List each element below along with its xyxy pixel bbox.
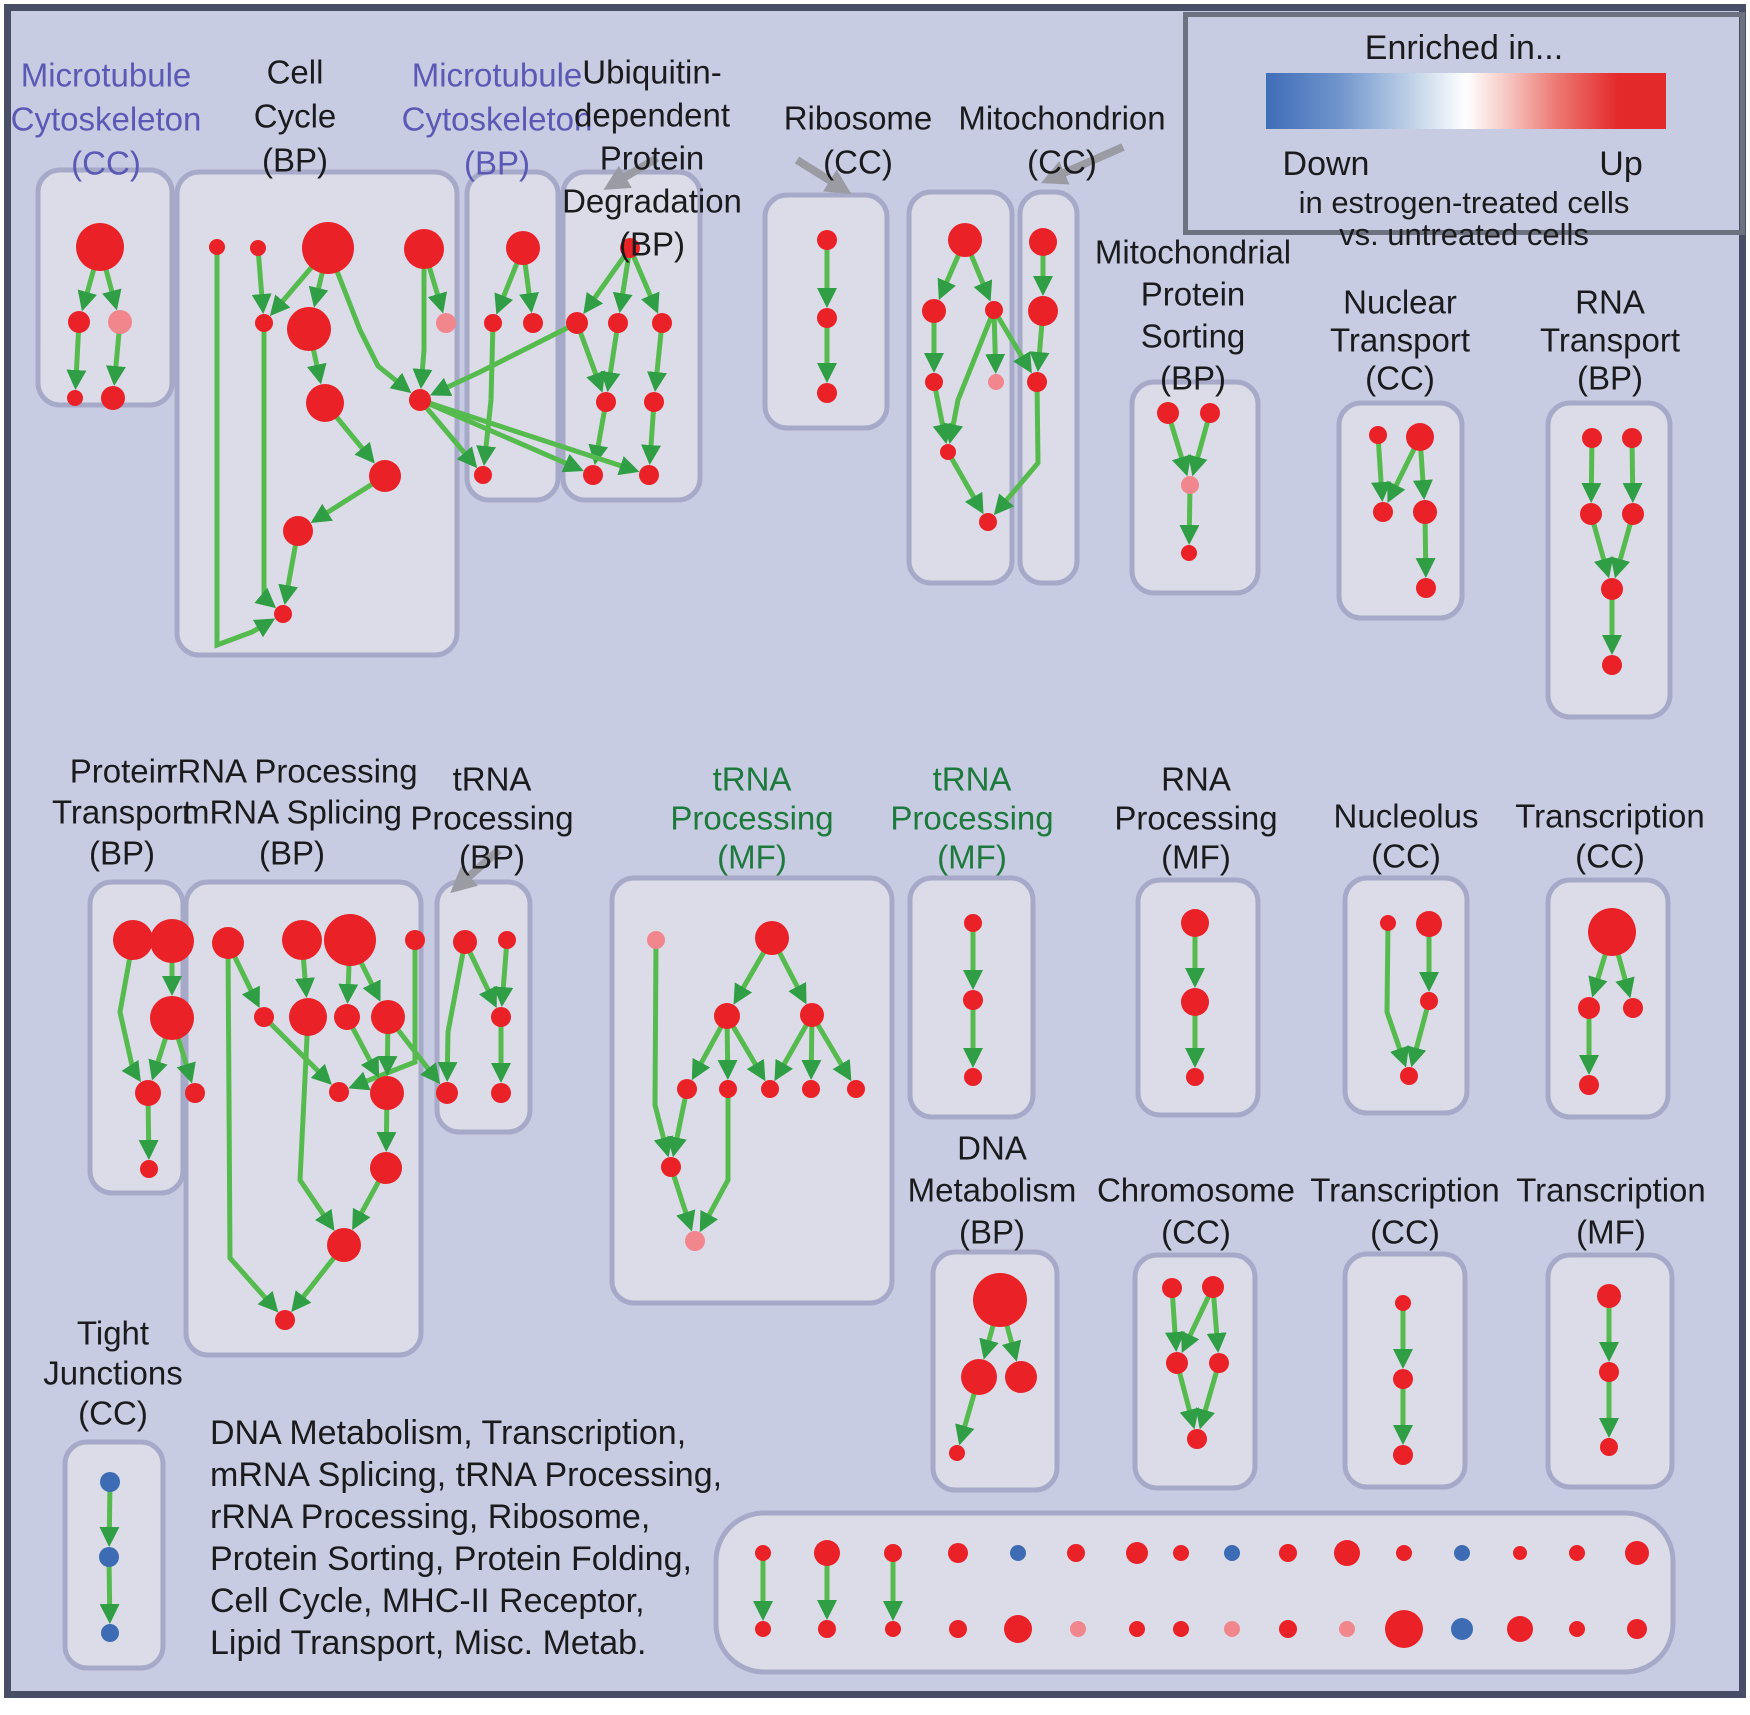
node-trna-bp-mid [491,1007,511,1027]
node-transcription-cc-1-mr [1623,998,1643,1018]
node-microtubule-cc-c [108,310,132,334]
cluster-label-rna-transport-line3: (BP) [1577,359,1643,397]
node-cell-cycle-n7 [436,313,456,333]
cluster-label-rrna-mrna-line1: rRNA Processing [166,752,418,790]
cluster-label-transcription-mf-line2: (MF) [1576,1213,1646,1251]
legend-up-label: Up [1599,145,1643,183]
cluster-label-transcription-cc-2-line1: Transcription [1310,1171,1500,1209]
cluster-label-mito-sorting-line3: Sorting [1140,317,1246,355]
cluster-box-chromosome [1135,1255,1255,1488]
node-microtubule-bp-t [506,231,540,265]
node-mitochondrion-top [1029,228,1057,256]
node-trna-bp-tl [453,930,477,954]
node-misc-box-t12 [1454,1545,1470,1561]
cluster-box-microtubule-bp [467,172,558,500]
cluster-label-tight-junctions-line2: Junctions [43,1354,183,1392]
node-trna-mf-big-r3 [761,1080,779,1098]
cluster-label-rna-processing-mf-line1: RNA [1161,760,1231,798]
node-misc-box-t1 [814,1540,840,1566]
node-chromosome-tl [1162,1278,1182,1298]
node-misc-box-b8 [1224,1621,1240,1637]
node-microtubule-bp-bot [474,466,492,484]
cluster-label-rrna-mrna-line3: (BP) [259,834,325,872]
cluster-label-rna-transport-line2: Transport [1540,321,1680,359]
cluster-label-ubiquitin-a-line5: (BP) [619,225,685,263]
node-protein-transport-bot [140,1160,158,1178]
node-ubiquitin-b-c2 [817,308,837,328]
cluster-label-tight-junctions-line1: Tight [76,1314,150,1352]
node-ubiquitin-a-ml [566,312,588,334]
node-nucleolus-mr [1420,992,1438,1010]
node-rrna-mrna-b [282,920,322,960]
node-nuclear-transport-mr [1413,500,1437,524]
cluster-label-trna-mf-small-line3: (MF) [937,838,1007,876]
misc-category-list [210,1412,722,1664]
cluster-label-nuclear-transport-line1: Nuclear [1343,283,1457,321]
node-microtubule-bp-ml [484,314,502,332]
node-trna-mf-small-c1 [964,914,982,932]
node-rrna-mrna-f [289,998,327,1036]
node-misc-box-b5 [1070,1621,1086,1637]
node-rrna-mrna-k [370,1152,402,1184]
node-rna-transport-mr [1622,503,1644,525]
cluster-label-microtubule-bp-line3: (BP) [464,144,530,182]
node-misc-box-t6 [1126,1542,1148,1564]
node-microtubule-cc-e [101,386,125,410]
cluster-label-rrna-mrna-line2: mRNA Splicing [181,793,403,831]
node-protein-transport-t1 [113,920,153,960]
cluster-label-trna-mf-big-line2: Processing [670,799,834,837]
node-mito-sorting-tr [1200,403,1220,423]
node-misc-box-t5 [1067,1544,1085,1562]
misc-list-line-2: mRNA Splicing, tRNA Processing, [210,1456,723,1494]
node-rna-processing-mf-c2 [1181,988,1209,1016]
cluster-label-cell-cycle-line1: Cell [266,53,324,91]
node-dna-metabolism-ll [961,1359,997,1395]
misc-list-line-3: rRNA Processing, Ribosome, [210,1498,651,1536]
node-transcription-cc-1-ml [1578,997,1600,1019]
cluster-label-cell-cycle-line3: (BP) [262,141,328,179]
node-cell-cycle-n3 [302,222,354,274]
cluster-box-nuclear-transport [1339,403,1462,618]
node-trna-bp-tr [498,931,516,949]
node-trna-mf-big-r4 [802,1080,820,1098]
node-tight-junctions-c1 [100,1472,120,1492]
node-nuclear-transport-ml [1373,502,1393,522]
node-rrna-mrna-j2 [370,1076,404,1110]
node-cell-cycle-n9 [409,389,431,411]
node-nuclear-transport-tr [1406,423,1434,451]
cluster-label-ribosome-line2: (CC) [823,143,893,181]
cluster-label-microtubule-cc-line3: (CC) [71,144,141,182]
node-chromosome-tr [1202,1276,1224,1298]
cluster-label-microtubule-cc-line2: Cytoskeleton [10,100,202,138]
node-tight-junctions-c2 [99,1547,119,1567]
node-rna-transport-tl [1582,428,1602,448]
node-trna-bp-br [491,1083,511,1103]
node-trna-bp-bl [436,1082,458,1104]
node-misc-box-t2 [884,1544,902,1562]
node-cell-cycle-n4 [404,229,444,269]
node-trna-mf-big-low [661,1157,681,1177]
node-protein-transport-mid [150,996,194,1040]
cluster-label-trna-bp-line2: Processing [410,799,574,837]
node-protein-transport-lr [185,1083,205,1103]
node-dna-metabolism-bot [949,1445,965,1461]
node-misc-box-b14 [1569,1621,1585,1637]
node-ubiquitin-a-lr [644,392,664,412]
cluster-label-nuclear-transport-line2: Transport [1330,321,1470,359]
cluster-label-ubiquitin-a-line2: dependent [574,96,730,134]
node-misc-box-b4 [1004,1615,1032,1643]
node-rrna-mrna-m [275,1310,295,1330]
node-cell-cycle-n2 [250,240,266,256]
node-mitochondrion-low [1027,372,1047,392]
node-rrna-mrna-a [212,927,244,959]
node-transcription-mf-c3 [1600,1438,1618,1456]
node-nucleolus-tl [1380,915,1396,931]
cluster-box-microtubule-cc [38,170,172,405]
cluster-label-rna-processing-mf-line2: Processing [1114,799,1278,837]
node-trna-mf-small-c3 [964,1068,982,1086]
cluster-label-tight-junctions-line3: (CC) [78,1394,148,1432]
node-ribosome-ll [925,373,943,391]
node-rna-transport-tr [1622,428,1642,448]
edge [421,249,424,383]
cluster-label-dna-metabolism-line1: DNA [957,1129,1027,1167]
node-mito-sorting-tl [1157,402,1179,424]
node-nucleolus-bot [1400,1067,1418,1085]
node-transcription-cc-2-c3 [1393,1445,1413,1465]
node-transcription-cc-2-c1 [1395,1295,1411,1311]
node-misc-box-b13 [1507,1616,1533,1642]
node-nuclear-transport-tl [1369,426,1387,444]
node-misc-box-b10 [1339,1621,1355,1637]
cluster-label-protein-transport-line3: (BP) [89,834,155,872]
node-misc-box-b6 [1129,1621,1145,1637]
misc-list-line-5: Cell Cycle, MHC-II Receptor, [210,1582,645,1620]
node-cell-cycle-n8 [306,384,344,422]
cluster-label-ubiquitin-a-line3: Protein [599,139,705,177]
node-misc-box-b15 [1627,1619,1647,1639]
node-rrna-mrna-h [371,1000,405,1034]
node-cell-cycle-n1 [209,239,225,255]
node-misc-box-t4 [1010,1545,1026,1561]
cluster-label-transcription-cc-1-line1: Transcription [1515,797,1705,835]
cluster-label-transcription-cc-2-line2: (CC) [1370,1213,1440,1251]
node-ribosome-ml [922,299,946,323]
cluster-label-ribosome-line1: Ribosome [783,99,933,137]
node-rrna-mrna-c [324,914,376,966]
node-misc-box-t11 [1396,1545,1412,1561]
node-cell-cycle-n10 [369,460,401,492]
cluster-label-dna-metabolism-line3: (BP) [959,1213,1025,1251]
node-microtubule-cc-d [67,390,83,406]
legend-subtitle-line1: in estrogen-treated cells [1298,185,1630,220]
node-transcription-cc-1-t [1588,908,1636,956]
node-misc-box-b1 [818,1620,836,1638]
node-rna-transport-low [1601,578,1623,600]
node-ubiquitin-b-c3 [817,383,837,403]
node-rrna-mrna-i [329,1082,349,1102]
node-trna-mf-small-c2 [963,990,983,1010]
node-trna-mf-big-pkt [647,931,665,949]
legend-gradient-bar [1266,73,1666,129]
node-transcription-cc-1-bot [1579,1075,1599,1095]
node-rna-transport-ml [1580,503,1602,525]
node-nucleolus-tr [1416,911,1442,937]
misc-list-line-4: Protein Sorting, Protein Folding, [210,1540,692,1578]
cluster-label-microtubule-bp-line1: Microtubule [411,56,583,94]
cluster-label-trna-bp-line1: tRNA [452,760,532,798]
cluster-label-ubiquitin-a-line1: Ubiquitin- [582,53,722,91]
cluster-label-nucleolus-line2: (CC) [1371,837,1441,875]
node-rna-processing-mf-c3 [1186,1068,1204,1086]
node-microtubule-cc-a [76,223,124,271]
cluster-label-protein-transport-line2: Transport [52,793,192,831]
node-trna-mf-big-r1 [677,1079,697,1099]
misc-list-line-1: DNA Metabolism, Transcription, [210,1414,687,1452]
node-chromosome-mr [1209,1353,1229,1373]
cluster-label-mitochondrion-line1: Mitochondrion [958,99,1166,137]
node-rrna-mrna-l [327,1228,361,1262]
node-ribosome-j [940,444,956,460]
node-chromosome-ml [1166,1352,1188,1374]
cluster-label-trna-mf-big-line1: tRNA [712,760,792,798]
cluster-label-cell-cycle-line2: Cycle [253,97,337,135]
cluster-label-mito-sorting-line1: Mitochondrial [1094,233,1292,271]
node-misc-box-t10 [1334,1540,1360,1566]
cluster-label-chromosome-line2: (CC) [1161,1213,1231,1251]
node-misc-box-b7 [1173,1621,1189,1637]
cluster-label-transcription-cc-1-line2: (CC) [1575,837,1645,875]
node-misc-box-t7 [1173,1545,1189,1561]
node-trna-mf-big-pkb [685,1231,705,1251]
node-misc-box-t9 [1279,1544,1297,1562]
node-trna-mf-big-t [755,921,789,955]
cluster-label-trna-mf-big-line3: (MF) [717,838,787,876]
node-cell-cycle-n12 [274,605,292,623]
node-rna-processing-mf-c1 [1181,909,1209,937]
node-cell-cycle-n6 [287,307,331,351]
node-ribosome-mr [985,301,1003,319]
cluster-label-nuclear-transport-line3: (CC) [1365,359,1435,397]
node-chromosome-bot [1187,1429,1207,1449]
node-trna-mf-big-m2 [800,1003,824,1027]
node-ribosome-top [948,223,982,257]
cluster-label-rna-processing-mf-line3: (MF) [1161,838,1231,876]
node-microtubule-bp-mr [523,313,543,333]
node-cell-cycle-n5 [255,314,273,332]
node-transcription-mf-c2 [1599,1362,1619,1382]
node-dna-metabolism-lr [1005,1361,1037,1393]
cluster-label-trna-mf-small-line1: tRNA [932,760,1012,798]
cluster-box-misc-box [716,1513,1673,1672]
cluster-label-microtubule-cc-line1: Microtubule [20,56,192,94]
node-transcription-mf-c1 [1597,1284,1621,1308]
node-misc-box-b11 [1385,1610,1423,1648]
cluster-label-trna-bp-line3: (BP) [459,838,525,876]
cluster-label-mito-sorting-line4: (BP) [1160,359,1226,397]
legend-subtitle-line2: vs. untreated cells [1339,217,1589,252]
node-trna-mf-big-r5 [847,1080,865,1098]
node-rna-transport-bot [1602,655,1622,675]
cluster-label-mitochondrion-line2: (CC) [1027,143,1097,181]
node-misc-box-b9 [1279,1620,1297,1638]
node-misc-box-t14 [1569,1545,1585,1561]
node-misc-box-b3 [949,1620,967,1638]
cluster-label-mito-sorting-line2: Protein [1140,275,1246,313]
node-rrna-mrna-e [254,1007,274,1027]
cluster-label-nucleolus-line1: Nucleolus [1333,797,1479,835]
cluster-label-transcription-mf-line1: Transcription [1516,1171,1706,1209]
node-trna-mf-big-m1 [714,1003,740,1029]
node-misc-box-t0 [755,1545,771,1561]
node-mito-sorting-mid [1181,476,1199,494]
legend-down-label: Down [1282,145,1370,183]
node-rrna-mrna-d [405,930,425,950]
node-mito-sorting-bot [1181,545,1197,561]
node-ubiquitin-a-bl [583,465,603,485]
node-ribosome-bot [979,513,997,531]
misc-list-line-6: Lipid Transport, Misc. Metab. [210,1624,647,1662]
cluster-label-microtubule-bp-line2: Cytoskeleton [401,100,593,138]
cluster-label-protein-transport-line1: Protein [69,752,175,790]
node-ubiquitin-b-c1 [817,230,837,250]
node-nuclear-transport-bot [1416,578,1436,598]
legend-box [1183,12,1745,252]
cluster-label-rna-transport-line1: RNA [1575,283,1645,321]
node-ubiquitin-a-br [639,465,659,485]
cluster-label-dna-metabolism-line2: Metabolism [907,1171,1077,1209]
node-dna-metabolism-t [973,1273,1027,1327]
cluster-label-chromosome-line1: Chromosome [1096,1171,1296,1209]
node-tight-junctions-c3 [101,1624,119,1642]
node-ubiquitin-a-ll [596,392,616,412]
node-misc-box-t3 [948,1543,968,1563]
node-protein-transport-ll [135,1080,161,1106]
node-ubiquitin-a-mr [652,313,672,333]
node-protein-transport-t2 [150,919,194,963]
node-misc-box-t13 [1513,1546,1527,1560]
node-cell-cycle-n11 [283,516,313,546]
cluster-label-ubiquitin-a-line4: Degradation [562,182,742,220]
node-misc-box-b2 [885,1621,901,1637]
node-mitochondrion-mid [1028,296,1058,326]
node-microtubule-cc-b [68,311,90,333]
node-misc-box-t8 [1224,1545,1240,1561]
node-trna-mf-big-r2 [719,1080,737,1098]
node-misc-box-t15 [1625,1541,1649,1565]
cluster-label-trna-mf-small-line2: Processing [890,799,1054,837]
node-ubiquitin-a-mc [608,313,628,333]
legend-title: Enriched in... [1364,29,1564,67]
node-ribosome-pk [988,374,1004,390]
node-transcription-cc-2-c2 [1393,1369,1413,1389]
node-misc-box-b0 [755,1621,771,1637]
node-rrna-mrna-g [334,1004,360,1030]
node-misc-box-b12 [1451,1618,1473,1640]
